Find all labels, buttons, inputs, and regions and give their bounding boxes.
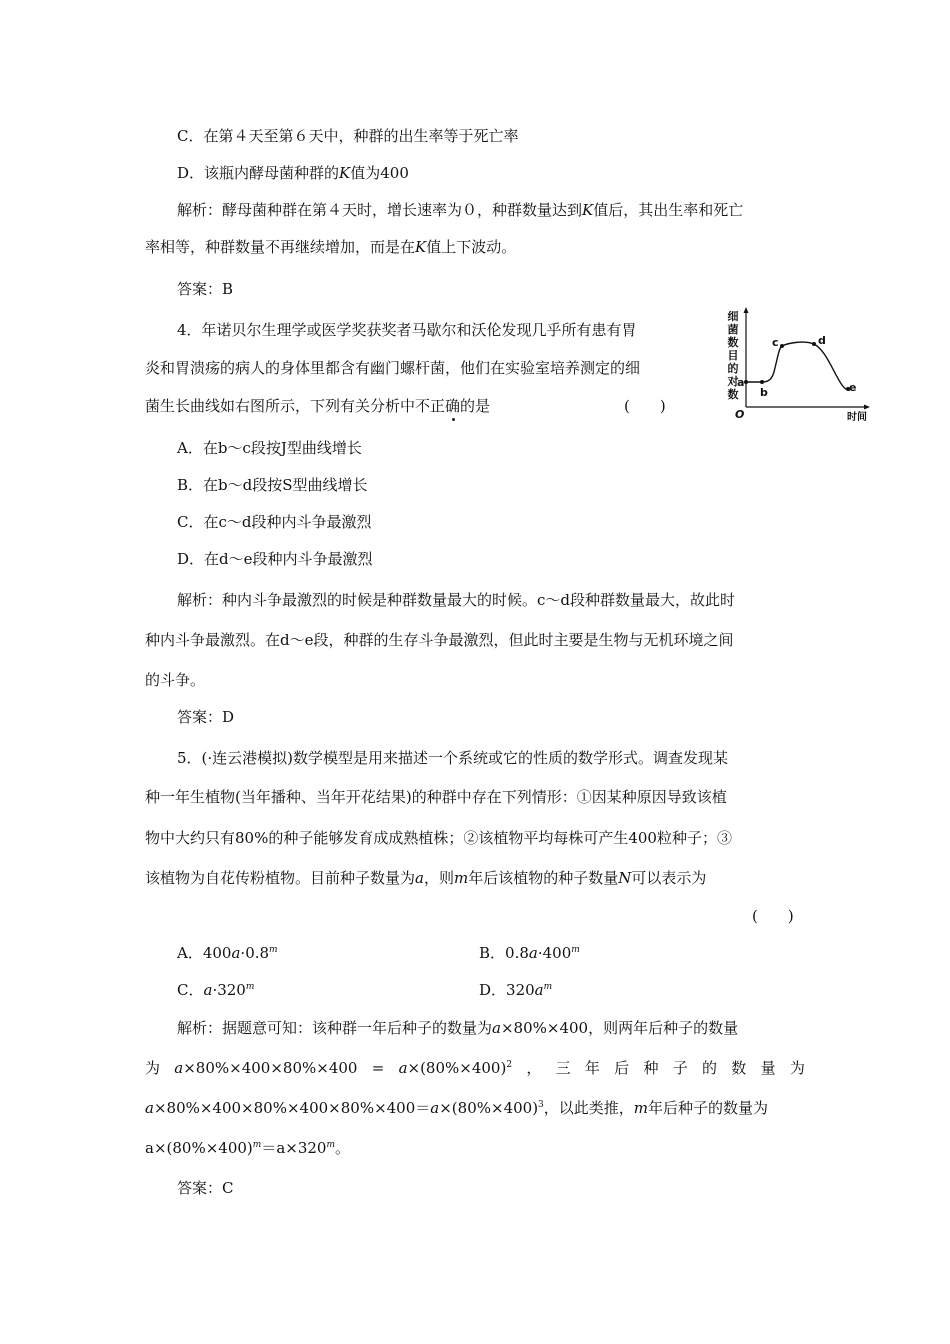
bacteria-growth-curve-figure [726, 302, 876, 424]
q4-option-a: A．在b～c段按J型曲线增长 [177, 439, 362, 457]
q4-option-c: C．在c～d段种内斗争最激烈 [177, 513, 372, 531]
svg-text:对: 对 [727, 375, 739, 388]
svg-text:数: 数 [727, 388, 739, 401]
svg-text:细: 细 [727, 310, 739, 323]
q5-option-c: C．$a\cdot 320^m$ [177, 981, 255, 999]
label-a: a [737, 376, 745, 389]
q5-option-b: B．$0.8a\cdot 400^m$ [479, 944, 580, 962]
q3-analysis-line-1: 解析：酵母菌种群在第４天时，增长速率为０，种群数量达到K值后，其出生率和死亡 [177, 201, 744, 219]
point-d [812, 342, 816, 346]
q4-analysis-line-1: 解析：种内斗争最激烈的时候是种群数量最大的时候。c～d段种群数量最大，故此时 [177, 591, 736, 609]
q4-answer: 答案：D [177, 708, 235, 726]
svg-text:的: 的 [727, 362, 739, 375]
origin-label: O [735, 408, 745, 421]
q5-answer: 答案：C [177, 1179, 234, 1197]
point-a [744, 380, 748, 384]
q4-stem-line-3: 菌生长曲线如右图所示，下列有关分析中不正确的是 [145, 397, 491, 415]
q4-option-b: B．在b～d段按S型曲线增长 [177, 476, 368, 494]
q5-analysis-line-3: $a\times 80\%\times 400\times 80\%\times 400\times 80\%\times 400=a\times(80\%\times 400)^3$，以此类推，m年后种子的数量为 [145, 1099, 769, 1117]
label-b: b [760, 386, 768, 399]
label-d: d [818, 334, 826, 347]
q4-option-d: D．在d～e段种内斗争最激烈 [177, 550, 373, 568]
q4-analysis-line-3: 的斗争。 [145, 671, 206, 689]
q3-option-c: C．在第４天至第６天中，种群的出生率等于死亡率 [177, 127, 519, 145]
point-c [780, 344, 784, 348]
point-b [760, 380, 764, 384]
q4-stem-line-1: 4．年诺贝尔生理学或医学奖获奖者马歇尔和沃伦发现几乎所有患有胃 [177, 321, 637, 339]
svg-text:数: 数 [727, 336, 739, 349]
q5-analysis-line-4: $a\times(80\%\times 400)^m=a\times 320^m$。 [145, 1139, 351, 1157]
q4-answer-paren: ( ) [624, 397, 666, 415]
q5-analysis-line-2: 为 a×80%×400×80%×400 = $a\times(80\%\times 400)^2$ ， 三 年 后 种 子 的 数 量 为 [145, 1059, 805, 1077]
svg-text:目: 目 [727, 349, 739, 362]
q5-stem-line-3: 物中大约只有80%的种子能够发育成成熟植株；②该植物平均每株可产生400粒种子；③ [145, 829, 732, 847]
emphasis-dot [452, 418, 455, 421]
q3-analysis-line-2: 率相等，种群数量不再继续增加，而是在K值上下波动。 [145, 238, 517, 256]
q5-stem-line-4: 该植物为自花传粉植物。目前种子数量为a，则m年后该植物的种子数量N可以表示为 [145, 869, 707, 887]
q3-option-d: D．该瓶内酵母菌种群的K值为400 [177, 164, 409, 182]
svg-text:菌: 菌 [727, 323, 739, 336]
label-e: e [849, 381, 857, 394]
q4-analysis-line-2: 种内斗争最激烈。在d～e段，种群的生存斗争最激烈，但此时主要是生物与无机环境之间 [145, 631, 734, 649]
q4-stem-line-2: 炎和胃溃疡的病人的身体里都含有幽门螺杆菌，他们在实验室培养测定的细 [145, 359, 641, 377]
q5-stem-line-2: 种一年生植物(当年播种、当年开花结果)的种群中存在下列情形：①因某种原因导致该植 [145, 788, 727, 806]
q5-answer-paren: ( ) [752, 907, 794, 925]
q3-answer: 答案：B [177, 280, 234, 298]
q5-analysis-line-1: 解析：据题意可知：该种群一年后种子的数量为a×80%×400，则两年后种子的数量 [177, 1019, 739, 1037]
x-axis-label: 时间 [847, 412, 867, 423]
q5-option-d: D．$320a^m$ [479, 981, 553, 999]
q5-stem-line-1: 5．(·连云港模拟)数学模型是用来描述一个系统或它的性质的数学形式。调查发现某 [177, 749, 729, 767]
label-c: c [772, 336, 779, 349]
q5-option-a: A．$400a\cdot 0.8^m$ [177, 944, 278, 962]
